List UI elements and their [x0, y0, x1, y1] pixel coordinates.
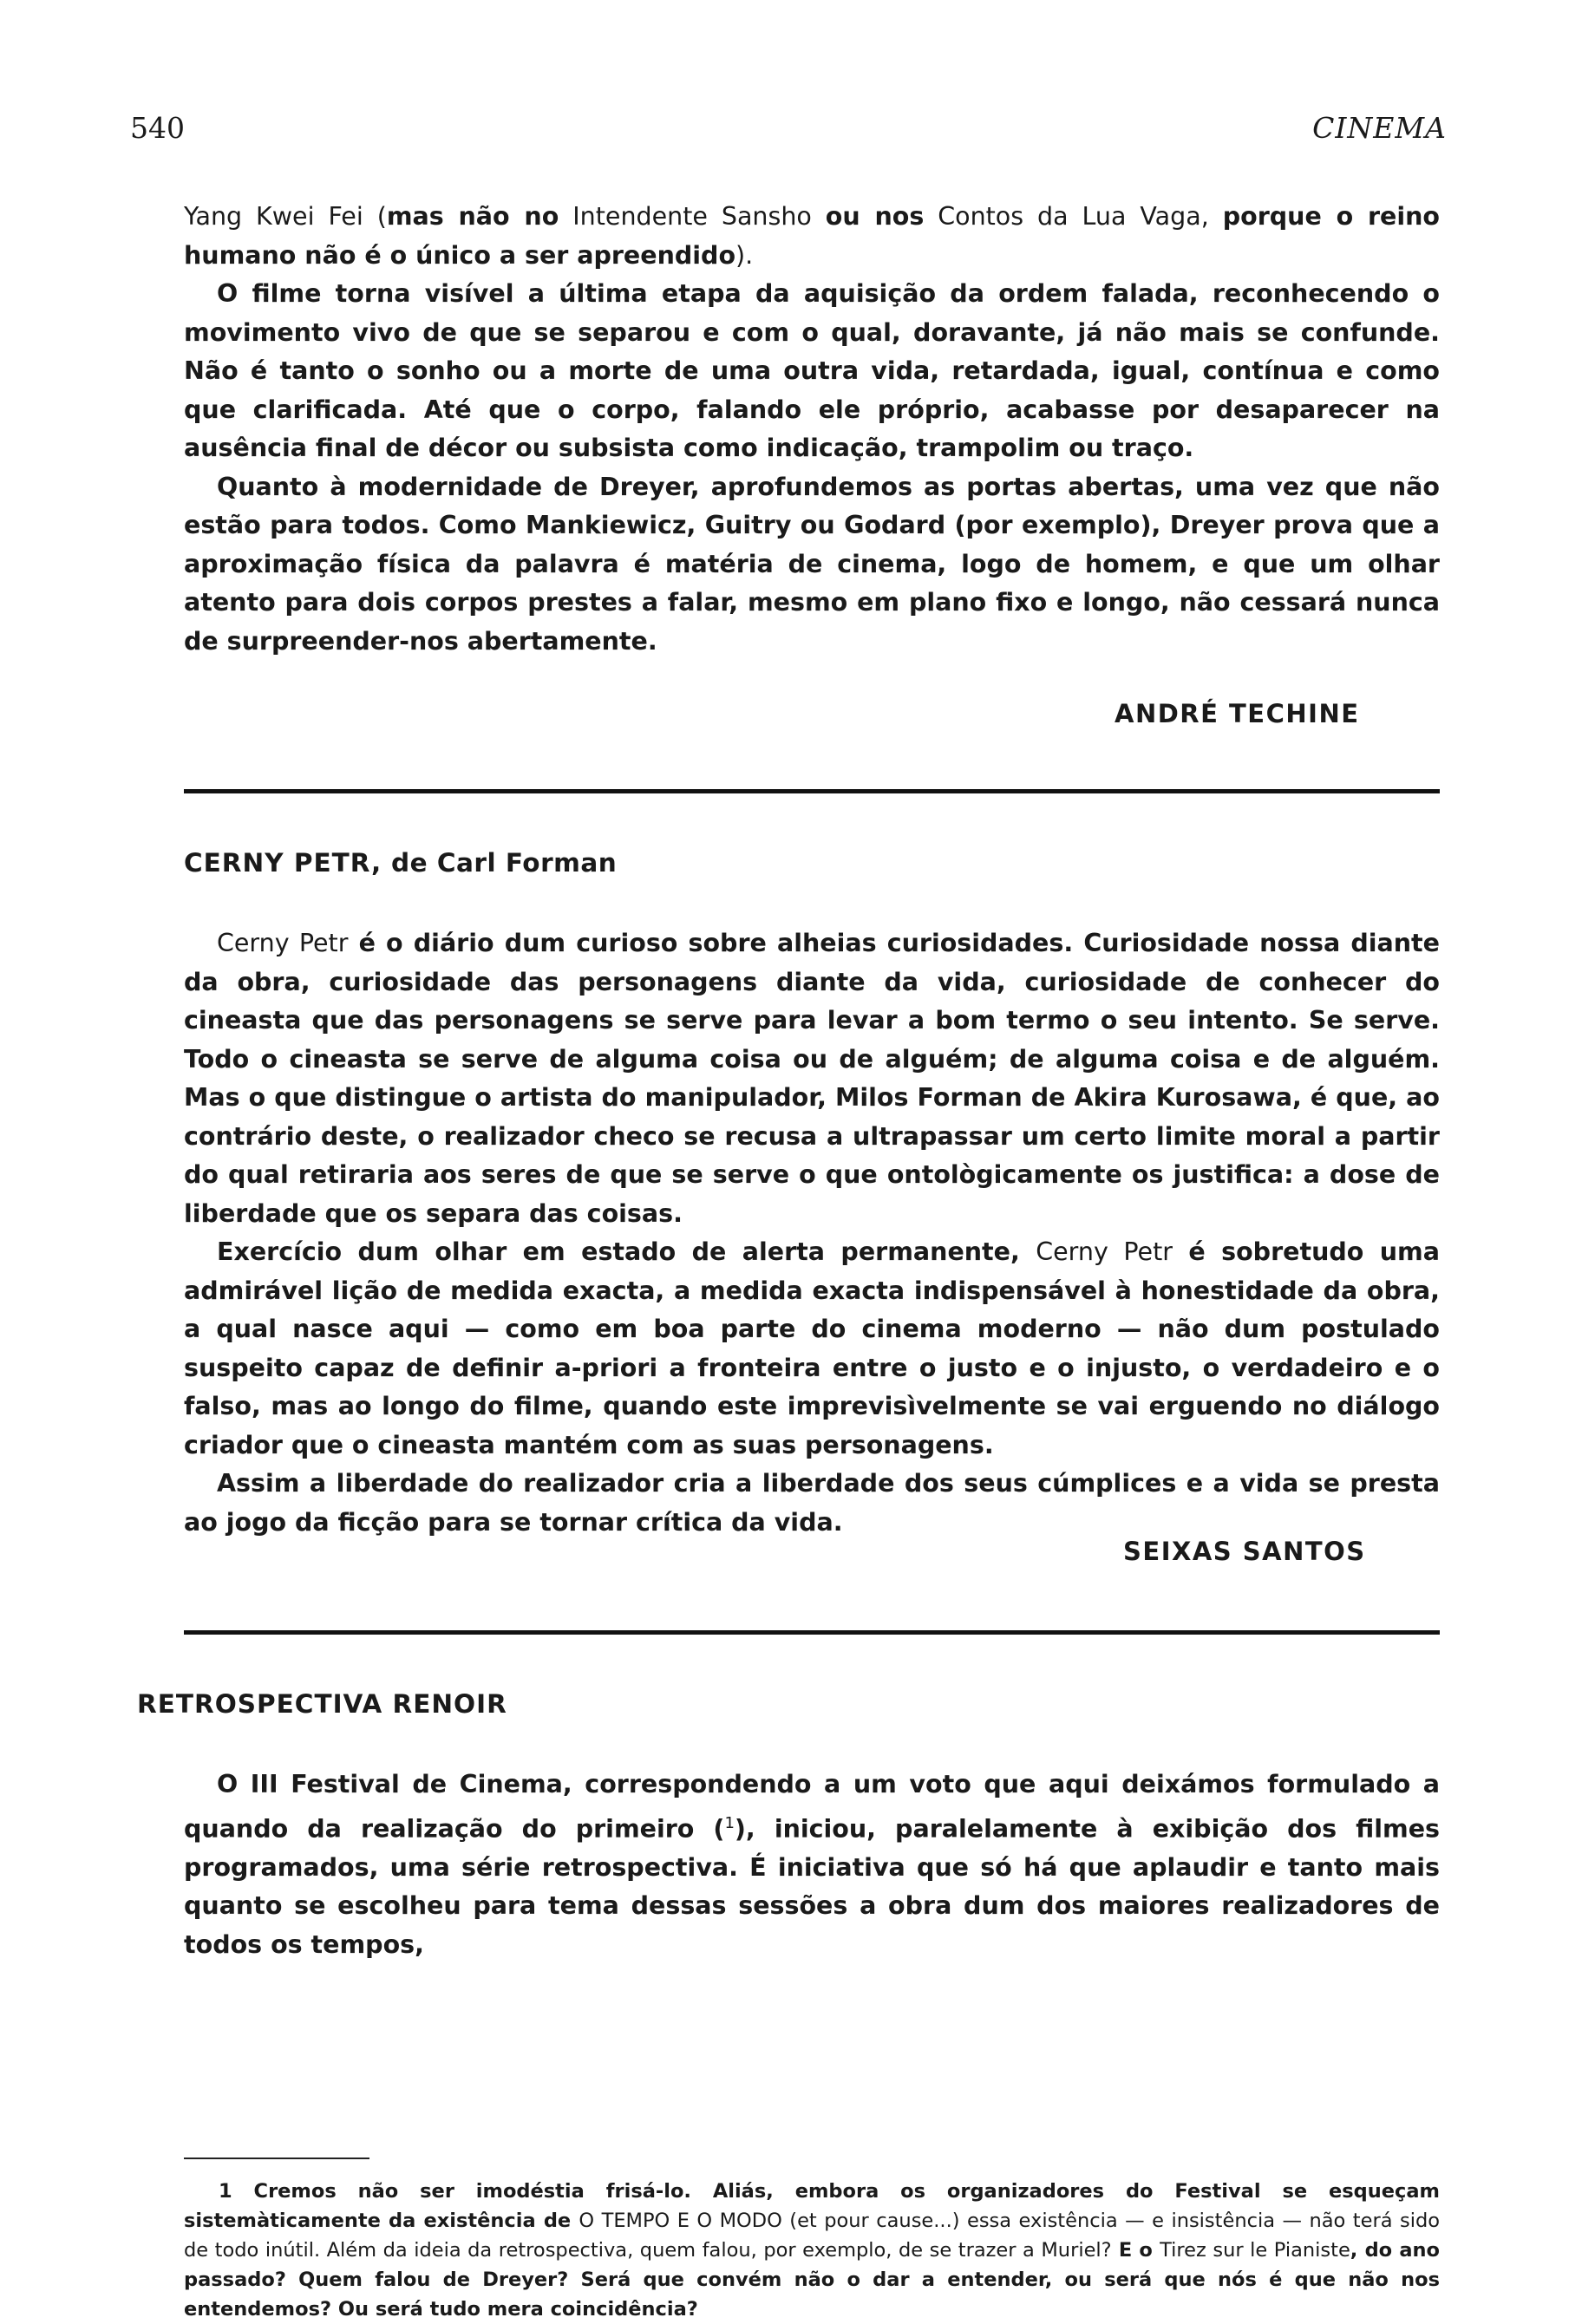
- footnote-part: Tirez sur le Pianiste: [1160, 2239, 1350, 2262]
- section-divider: [184, 789, 1440, 793]
- article-renoir-paragraph-1: [184, 1766, 1440, 1964]
- p1-part: porque o reino humano não é o único a ser apreendido: [184, 202, 1441, 270]
- p1-part: mas não no: [386, 202, 559, 231]
- footnote: [184, 2177, 1440, 2324]
- article-cerny-petr-paragraph-3: Assim a liberdade do realizador cria a liberdade dos seus cúmplices e a vida se presta ao jogo da ficção para se tornar crítica da vida.: [184, 1469, 1440, 1537]
- heading-title: CERNY PETR,: [184, 848, 382, 878]
- article-dreyer-body: [184, 198, 1440, 661]
- footnote-part: E o: [1111, 2239, 1160, 2262]
- page-number: 540: [130, 111, 185, 145]
- paragraph-text: O III Festival de Cinema, correspondendo a um voto que aqui deixámos formulado a quando da realização do primeiro (: [184, 1770, 1440, 1843]
- film-title: Cerny Petr: [217, 929, 349, 957]
- page-header: [130, 111, 1447, 149]
- footnote-ref: 1: [724, 1813, 735, 1832]
- heading-credit: de Carl Forman: [382, 848, 618, 878]
- signature-seixas-santos: SEIXAS SANTOS: [1123, 1537, 1366, 1566]
- paragraph-text: Exercício dum olhar em estado de alerta permanente,: [217, 1237, 1036, 1266]
- signature-andre-techine: ANDRÉ TECHINE: [1115, 699, 1360, 728]
- footnote-part: , do ano passado? Quem falou de Dreyer? Será que convém não o dar a entender, ou será que nós é que não nos entendemos? Ou será tudo mera coincidência?: [184, 2239, 1441, 2321]
- article-cerny-petr-paragraph-1: [184, 924, 1440, 1233]
- p1-part: Yang Kwei Fei (: [184, 202, 387, 231]
- heading-cerny-petr: [184, 848, 617, 878]
- footnote-part: 1 Cremos não ser imodéstia frisá-lo. Aliás, embora os organizadores do Festival se esqueçam sistemàticamente da existência de: [184, 2180, 1440, 2232]
- p1-part: Contos da Lua Vaga,: [924, 202, 1223, 231]
- p1-part: ou nos: [825, 202, 925, 231]
- footnote-part: (et pour cause...) essa existência — e insistência — não terá sido de todo inútil. Além da ideia da retrospectiva, quem falou, por exemplo, de se trazer a: [184, 2210, 1440, 2262]
- article-dreyer-paragraph-3: Quanto à modernidade de Dreyer, aprofundemos as portas abertas, uma vez que não estão para todos. Como Mankiewicz, Guitry ou Godard (por exemplo), Dreyer prova que a aproximação física da palavra é matéria de cinema, logo de homem, e que um olhar atento para dois corpos prestes a falar, mesmo em plano fixo e longo, não cessará nunca de surpreender-nos abertamente.: [184, 472, 1440, 656]
- footnote-text: [184, 2177, 1440, 2324]
- footnote-part: Muriel?: [1041, 2239, 1112, 2262]
- heading-retrospectiva-renoir: RETROSPECTIVA RENOIR: [137, 1689, 507, 1719]
- paragraph-text: é sobretudo uma admirável lição de medida exacta, a medida exacta indispensável à honestidade da obra, a qual nasce aqui — como em boa parte do cinema moderno — não dum postulado suspeito capaz de definir a-priori a fronteira entre o justo e o injusto, o verdadeiro e o falso, mas ao longo do filme, quando este imprevisìvelmente se vai erguendo no diálogo criador que o cineasta mantém com as suas personagens.: [184, 1237, 1440, 1459]
- article-cerny-petr-body: [184, 924, 1440, 1542]
- paragraph-text: é o diário dum curioso sobre alheias curiosidades. Curiosidade nossa diante da obra, curiosidade das personagens diante da vida, curiosidade de conhecer do cineasta que das personagens se serve para levar a bom termo o seu intento. Se serve. Todo o cineasta se serve de alguma coisa ou de alguém; de alguma coisa e de alguém. Mas o que distingue o artista do manipulador, Milos Forman de Akira Kurosawa, é que, ao contrário deste, o realizador checo se recusa a ultrapassar um certo limite moral a partir do qual retiraria aos seres de que se serve o que ontològicamente os justifica: a dose de liberdade que os separa das coisas.: [184, 929, 1440, 1228]
- p1-part: ).: [735, 240, 754, 270]
- footnote-part: O TEMPO E O MODO: [579, 2210, 782, 2232]
- p1-part: Intendente Sansho: [559, 202, 826, 231]
- section-divider: [184, 1630, 1440, 1635]
- article-renoir-body: [184, 1766, 1440, 1964]
- article-cerny-petr-paragraph-2: [184, 1233, 1440, 1465]
- film-title: Cerny Petr: [1036, 1237, 1173, 1266]
- footnote-rule: [184, 2158, 369, 2159]
- paragraph-text: ), iniciou, paralelamente à exibição dos filmes programados, uma série retrospectiva. É iniciativa que só há que aplaudir e tanto mais quanto se escolheu para tema dessas sessões a obra dum dos maiores realizadores de todos os tempos,: [184, 1814, 1440, 1959]
- running-head: CINEMA: [1312, 111, 1447, 145]
- article-dreyer-paragraph-1: [184, 198, 1440, 275]
- article-dreyer-paragraph-2: O filme torna visível a última etapa da aquisição da ordem falada, reconhecendo o movimento vivo de que se separou e com o qual, doravante, já não mais se confunde. Não é tanto o sonho ou a morte de uma outra vida, retardada, igual, contínua e como que clarificada. Até que o corpo, falando ele próprio, acabasse por desaparecer na ausência final de décor ou subsista como indicação, trampolim ou traço.: [184, 279, 1440, 462]
